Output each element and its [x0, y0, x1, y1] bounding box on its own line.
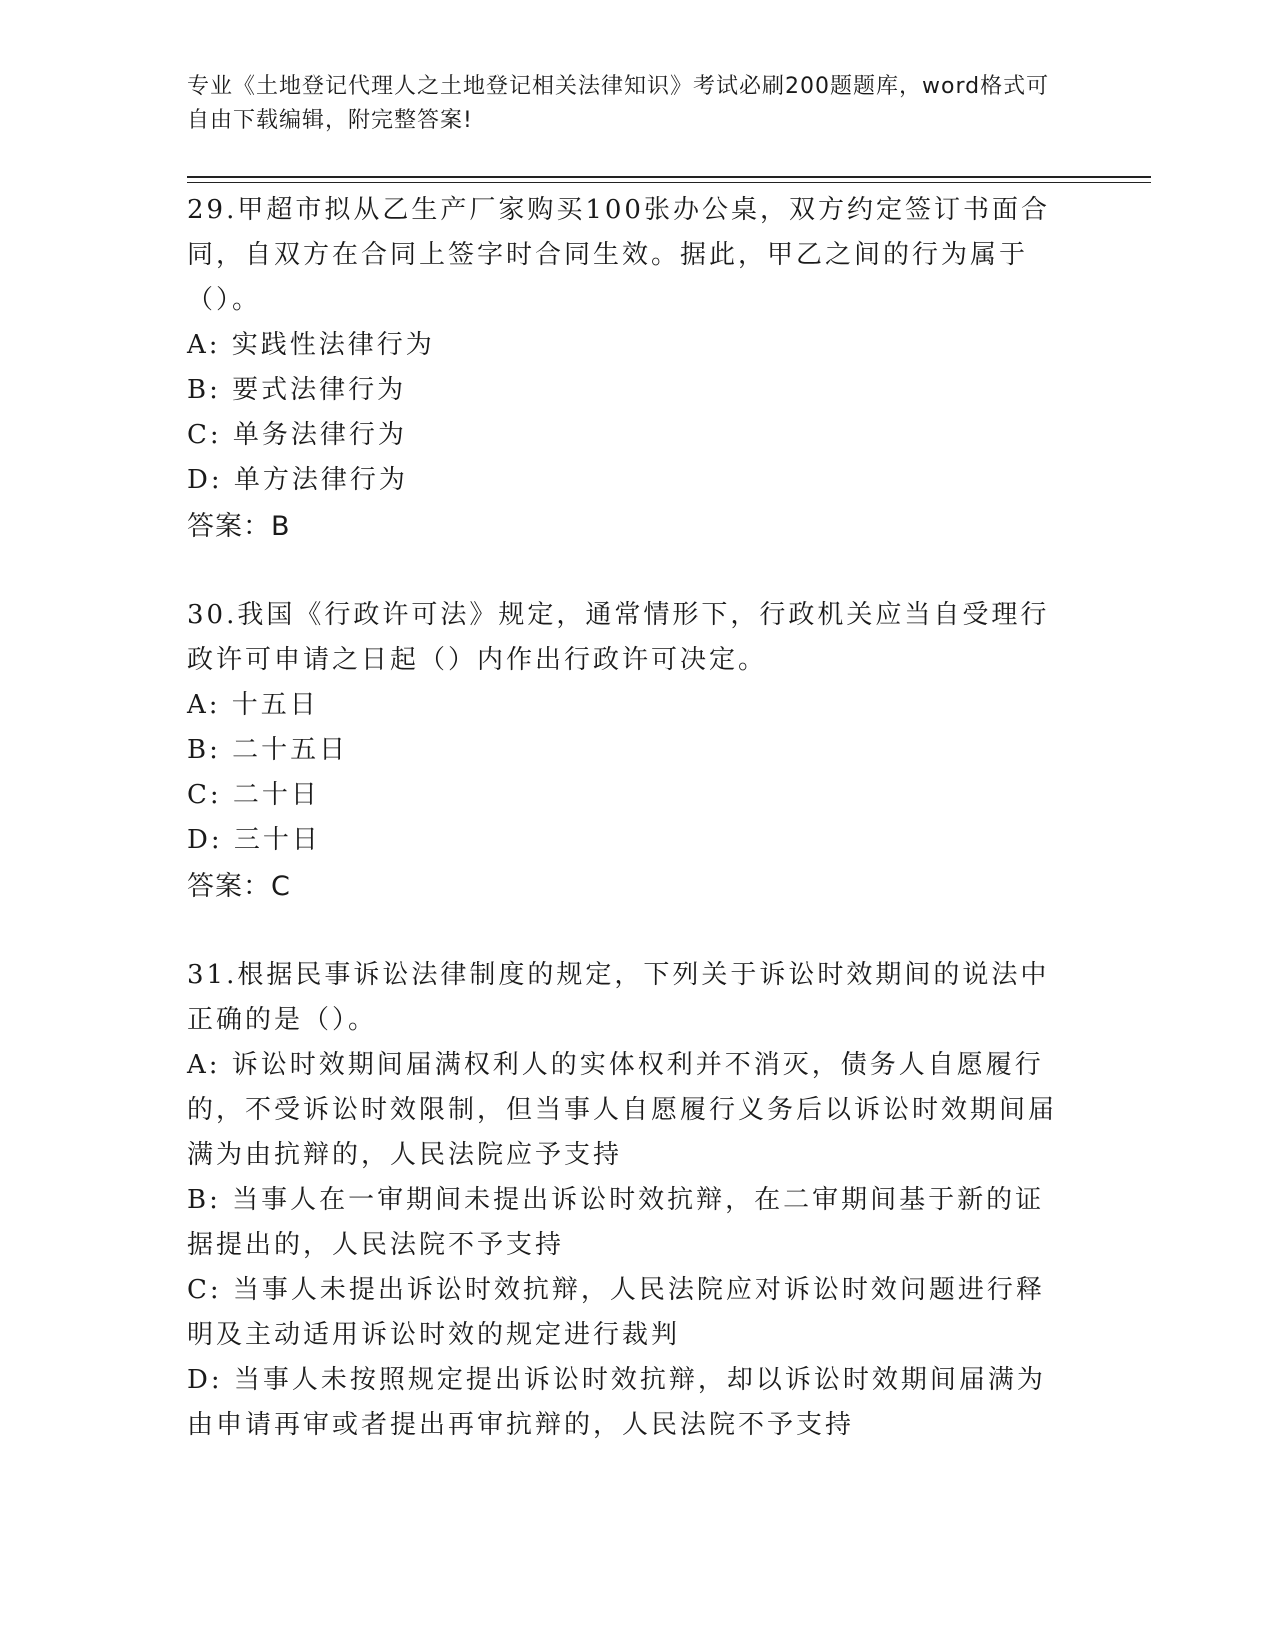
answer: 答案：C [187, 871, 291, 902]
option-a: A: 诉讼时效期间届满权利人的实体权利并不消灭，债务人自愿履行的，不受诉讼时效限制，但当事人自愿履行义务后以诉讼时效期间届满为由抗辩的，人民法院应予支持 [187, 1050, 1058, 1170]
option-d: D: 当事人未按照规定提出诉讼时效抗辩，却以诉讼时效期间届满为由申请再审或者提出再审抗辩的，人民法院不予支持 [187, 1365, 1046, 1440]
option-a: A: 实践性法律行为 [187, 330, 435, 360]
option-b: B: 要式法律行为 [187, 375, 407, 405]
question-29 [187, 188, 1067, 551]
document-header: 专业《土地登记代理人之土地登记相关法律知识》考试必刷200题题库，word格式可自由下载编辑，附完整答案! [187, 74, 1050, 133]
option-a: A: 十五日 [187, 690, 319, 720]
header-rule-thick [187, 176, 1151, 178]
option-c: C: 单务法律行为 [187, 420, 407, 450]
answer: 答案：B [187, 511, 291, 542]
option-b: B: 二十五日 [187, 735, 349, 765]
option-c: C: 当事人未提出诉讼时效抗辩，人民法院应对诉讼时效问题进行释明及主动适用诉讼时效的规定进行裁判 [187, 1275, 1045, 1350]
option-b: B: 当事人在一审期间未提出诉讼时效抗辩，在二审期间基于新的证据提出的，人民法院不予支持 [187, 1185, 1045, 1260]
question-text: 30.我国《行政许可法》规定，通常情形下，行政机关应当自受理行政许可申请之日起（）内作出行政许可决定。 [187, 600, 1050, 675]
header-rule-thin [187, 182, 1151, 183]
option-c: C: 二十日 [187, 780, 320, 810]
question-text: 29.甲超市拟从乙生产厂家购买100张办公桌，双方约定签订书面合同，自双方在合同上签字时合同生效。据此，甲乙之间的行为属于（）。 [187, 195, 1050, 315]
question-list [187, 188, 1067, 1490]
option-d: D: 三十日 [187, 825, 321, 855]
question-30 [187, 593, 1067, 911]
question-text: 31.根据民事诉讼法律制度的规定，下列关于诉讼时效期间的说法中正确的是（）。 [187, 960, 1050, 1035]
option-d: D: 单方法律行为 [187, 465, 408, 495]
question-31 [187, 953, 1067, 1448]
